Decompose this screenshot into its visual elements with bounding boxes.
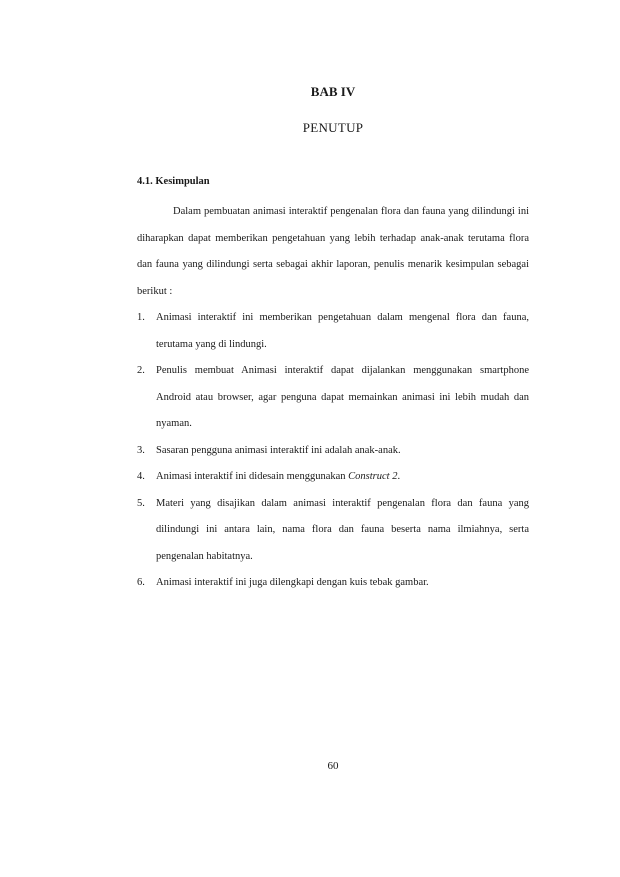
list-item xyxy=(137,305,529,358)
section-heading: 4.1. Kesimpulan xyxy=(137,176,210,187)
page-number: 60 xyxy=(327,760,339,772)
chapter-title: PENUTUP xyxy=(302,120,364,135)
list-item xyxy=(137,358,529,438)
list-item-text: Animasi interaktif ini memberikan pengetahuan dalam mengenal flora dan fauna, terutama yang di lindungi. xyxy=(156,312,529,350)
list-item-number: 4. xyxy=(137,471,145,482)
list-item-text-after: . xyxy=(397,471,401,482)
list-item-text: Materi yang disajikan dalam animasi interaktif pengenalan flora dan fauna yang dilindungi ini antara lain, nama flora dan fauna beserta nama ilmiahnya, serta pengenalan habitatnya. xyxy=(156,497,529,562)
chapter-number: BAB IV xyxy=(310,84,356,99)
software-name: Construct 2 xyxy=(348,471,398,482)
conclusion-list xyxy=(137,305,529,597)
list-item-number: 1. xyxy=(137,312,145,323)
list-item-text: Sasaran pengguna animasi interaktif ini adalah anak-anak. xyxy=(156,444,401,456)
list-item-text: Animasi interaktif ini juga dilengkapi dengan kuis tebak gambar. xyxy=(156,577,429,588)
list-item-number: 3. xyxy=(137,444,145,456)
list-item xyxy=(137,464,529,491)
intro-paragraph: Dalam pembuatan animasi interaktif pengenalan flora dan fauna yang dilindungi ini diharapkan dapat memberikan pengetahuan yang lebih terhadap anak-anak terutama flora dan fauna yang dilindungi serta sebagai akhir laporan, penulis menarik kesimpulan sebagai berikut : xyxy=(137,206,529,297)
list-item-number: 2. xyxy=(137,365,145,376)
list-item xyxy=(137,570,529,597)
list-item-number: 6. xyxy=(137,577,145,588)
list-item-text-before: Animasi interaktif ini didesain menggunakan xyxy=(156,471,349,482)
list-item xyxy=(137,438,529,465)
list-item-text: Penulis membuat Animasi interaktif dapat dijalankan menggunakan smartphone Android atau browser, agar penguna dapat memainkan animasi ini lebih mudah dan nyaman. xyxy=(156,365,529,429)
list-item-number: 5. xyxy=(137,497,145,509)
list-item xyxy=(137,491,529,571)
